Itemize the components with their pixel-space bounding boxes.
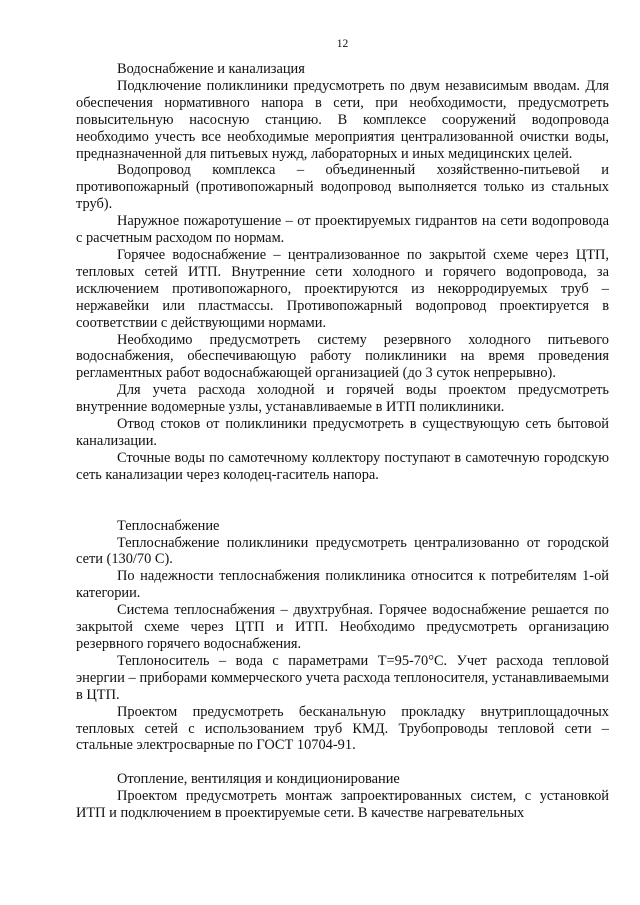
- page-number: 12: [336, 38, 349, 50]
- section-heading-water: Водоснабжение и канализация: [117, 61, 305, 77]
- paragraph: Отвод стоков от поликлиники предусмотреть в существующую сеть бытовой канализации.: [76, 416, 609, 449]
- section-heading-heating: Теплоснабжение: [117, 517, 220, 534]
- paragraph: Горячее водоснабжение – централизованное по закрытой схеме через ЦТП, тепловых сетей ИТП. Внутренние сети холодного и горячего водопровода, за исключением противопожарного, проектируются из некорродируемых труб – нержавейки или пластмассы. Противопожарный водопровод проектируется в соответствии с действующими нормами.: [76, 246, 609, 331]
- paragraph: Водопровод комплекса – объединенный хозяйственно-питьевой и противопожарный (противопожарный водопровод выполняется только из стальных труб).: [76, 162, 609, 213]
- section-gap: [76, 754, 609, 771]
- section-gap: [76, 501, 609, 518]
- paragraph: Система теплоснабжения – двухтрубная. Горячее водоснабжение решается по закрытой схеме через ЦТП и ИТП. Необходимо предусмотреть организацию резервного горячего водоснабжения.: [76, 602, 609, 652]
- paragraph: Сточные воды по самотечному коллектору поступают в самотечную городскую сеть канализации через колодец-гаситель напора.: [76, 449, 609, 483]
- section-heading-hvac: Отопление, вентиляция и кондиционирование: [117, 771, 400, 788]
- paragraph: Подключение поликлиники предусмотреть по двум независимым вводам. Для обеспечения нормативного напора в сети, при необходимости, предусмотреть повысительную насосную станцию. В комплексе сооружений водопровода необходимо учесть все необходимые мероприятия централизованной очистки воды, предназначенной для питьевых нужд, лабораторных и иных медицинских целей.: [76, 77, 609, 162]
- paragraph: Для учета расхода холодной и горячей воды проектом предусмотреть внутренние водомерные узлы, устанавливаемые в ИТП поликлиники.: [76, 382, 609, 416]
- paragraph: Проектом предусмотреть монтаж запроектированных систем, с установкой ИТП и подключением в проектируемые сети. В качестве нагревательных: [76, 788, 609, 822]
- paragraph: Наружное пожаротушение – от проектируемых гидрантов на сети водопровода с расчетным расходом по нормам.: [76, 213, 609, 247]
- paragraph: Необходимо предусмотреть систему резервного холодного питьевого водоснабжения, обеспечивающую работу поликлиники на время проведения регламентных работ водоснабжающей организацией (до 3 суток непрерывно).: [76, 331, 609, 382]
- section-gap: [76, 484, 609, 501]
- document-body: [76, 61, 609, 822]
- paragraph: Теплоснабжение поликлиники предусмотреть централизованно от городской сети (130/70 С).: [76, 534, 609, 568]
- paragraph: Проектом предусмотреть бесканальную прокладку внутриплощадочных тепловых сетей с использованием труб КМД. Трубопроводы тепловой сети – стальные электросварные по ГОСТ 10704-91.: [76, 703, 609, 754]
- paragraph: Теплоноситель – вода с параметрами Т=95-70°С. Учет расхода тепловой энергии – приборами коммерческого учета расхода теплоносителя, устанавливаемыми в ЦТП.: [76, 652, 609, 703]
- paragraph: По надежности теплоснабжения поликлиника относится к потребителям 1-ой категории.: [76, 568, 609, 602]
